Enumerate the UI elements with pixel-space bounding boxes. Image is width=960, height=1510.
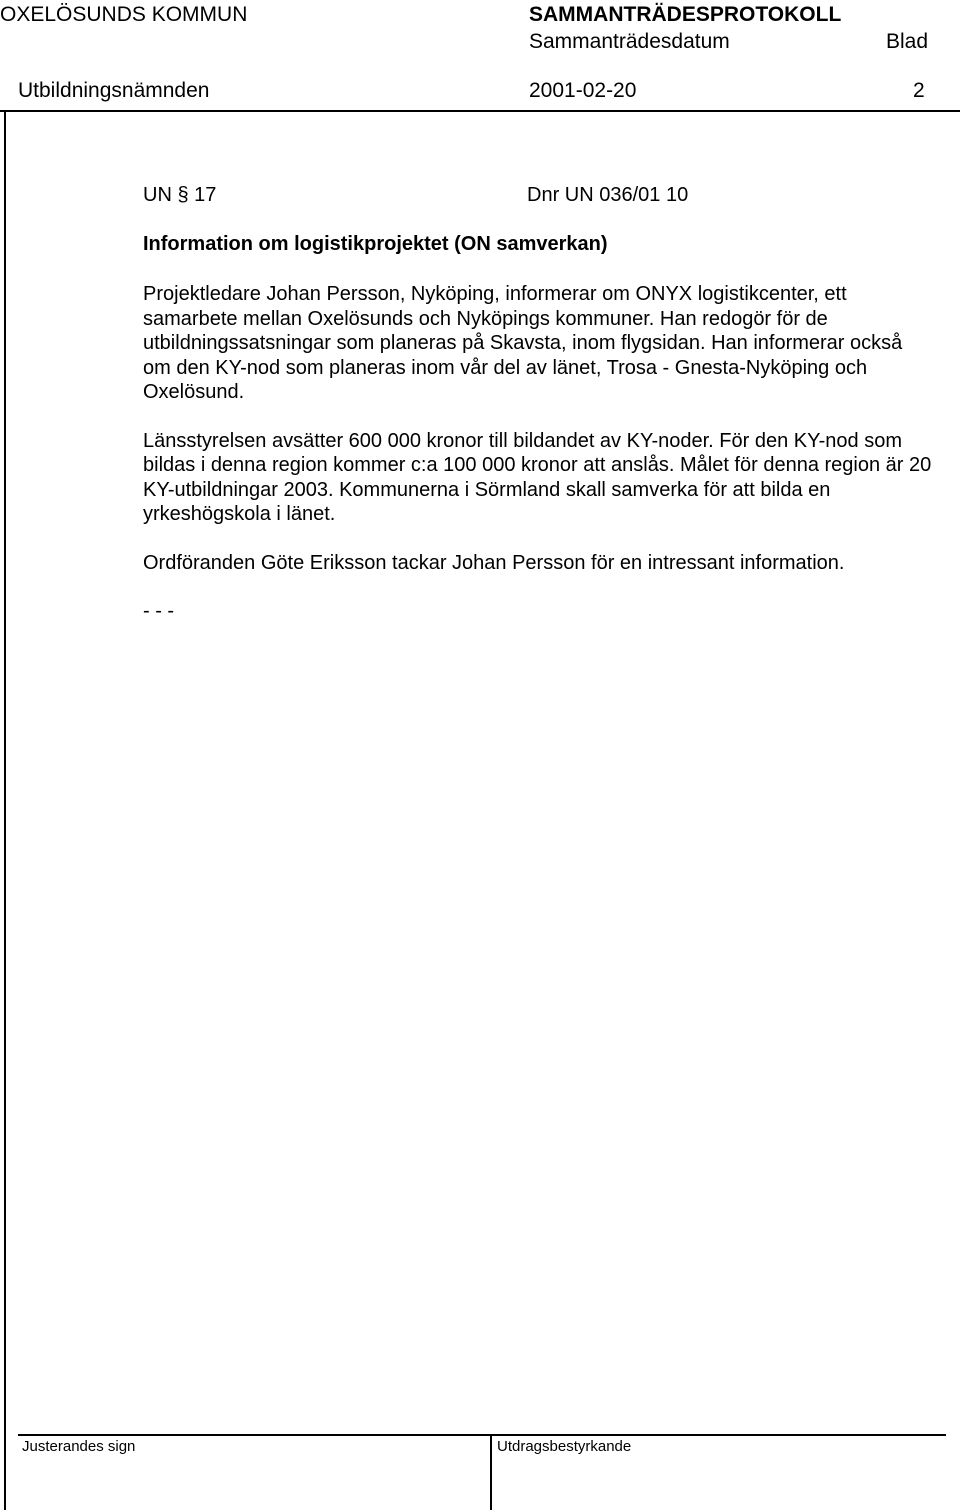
diary-number: Dnr UN 036/01 10 (527, 184, 689, 206)
justerandes-sign-label: Justerandes sign (22, 1438, 136, 1455)
body-paragraph: Länsstyrelsen avsätter 600 000 kronor till bildandet av KY-noder. För den KY-nod som bildas i denna region kommer c:a 100 000 kronor att anslås. Målet för denna region är 20 KY-utbildningar 2003. Kommunerna i Sörmland skall samverka för att bilda en yrkeshögskola i länet. (143, 429, 932, 525)
paragraph-reference: UN § 17 (143, 184, 217, 206)
body-paragraph: Ordföranden Göte Eriksson tackar Johan Persson för en intressant information. (143, 551, 845, 574)
document-type: SAMMANTRÄDESPROTOKOLL (529, 3, 842, 26)
left-margin-rule (4, 110, 6, 1510)
date-label: Sammanträdesdatum (529, 30, 730, 53)
item-title: Information om logistikprojektet (ON samverkan) (143, 233, 608, 255)
item-body (143, 282, 933, 648)
committee-name: Utbildningsnämnden (18, 79, 210, 102)
utdragsbestyrkande-label: Utdragsbestyrkande (497, 1438, 632, 1455)
meeting-date: 2001-02-20 (529, 79, 637, 102)
body-paragraph: Projektledare Johan Persson, Nyköping, informerar om ONYX logistikcenter, ett samarbete mellan Oxelösunds och Nyköpings kommuner. Han redogör för de utbildningssatsningar som planeras på Skavsta, inom flygsidan. Han informerar också om den KY-nod som planeras inom vår del av länet, Trosa - Gnesta-Nyköping och Oxelösund. (143, 283, 903, 403)
end-marker: - - - (143, 600, 175, 622)
footer-divider (490, 1434, 492, 1510)
municipality-name: OXELÖSUNDS KOMMUN (0, 3, 248, 26)
page-number: 2 (913, 79, 925, 102)
footer-rule (18, 1434, 946, 1436)
page-label: Blad (886, 30, 929, 53)
header-rule (0, 110, 960, 112)
